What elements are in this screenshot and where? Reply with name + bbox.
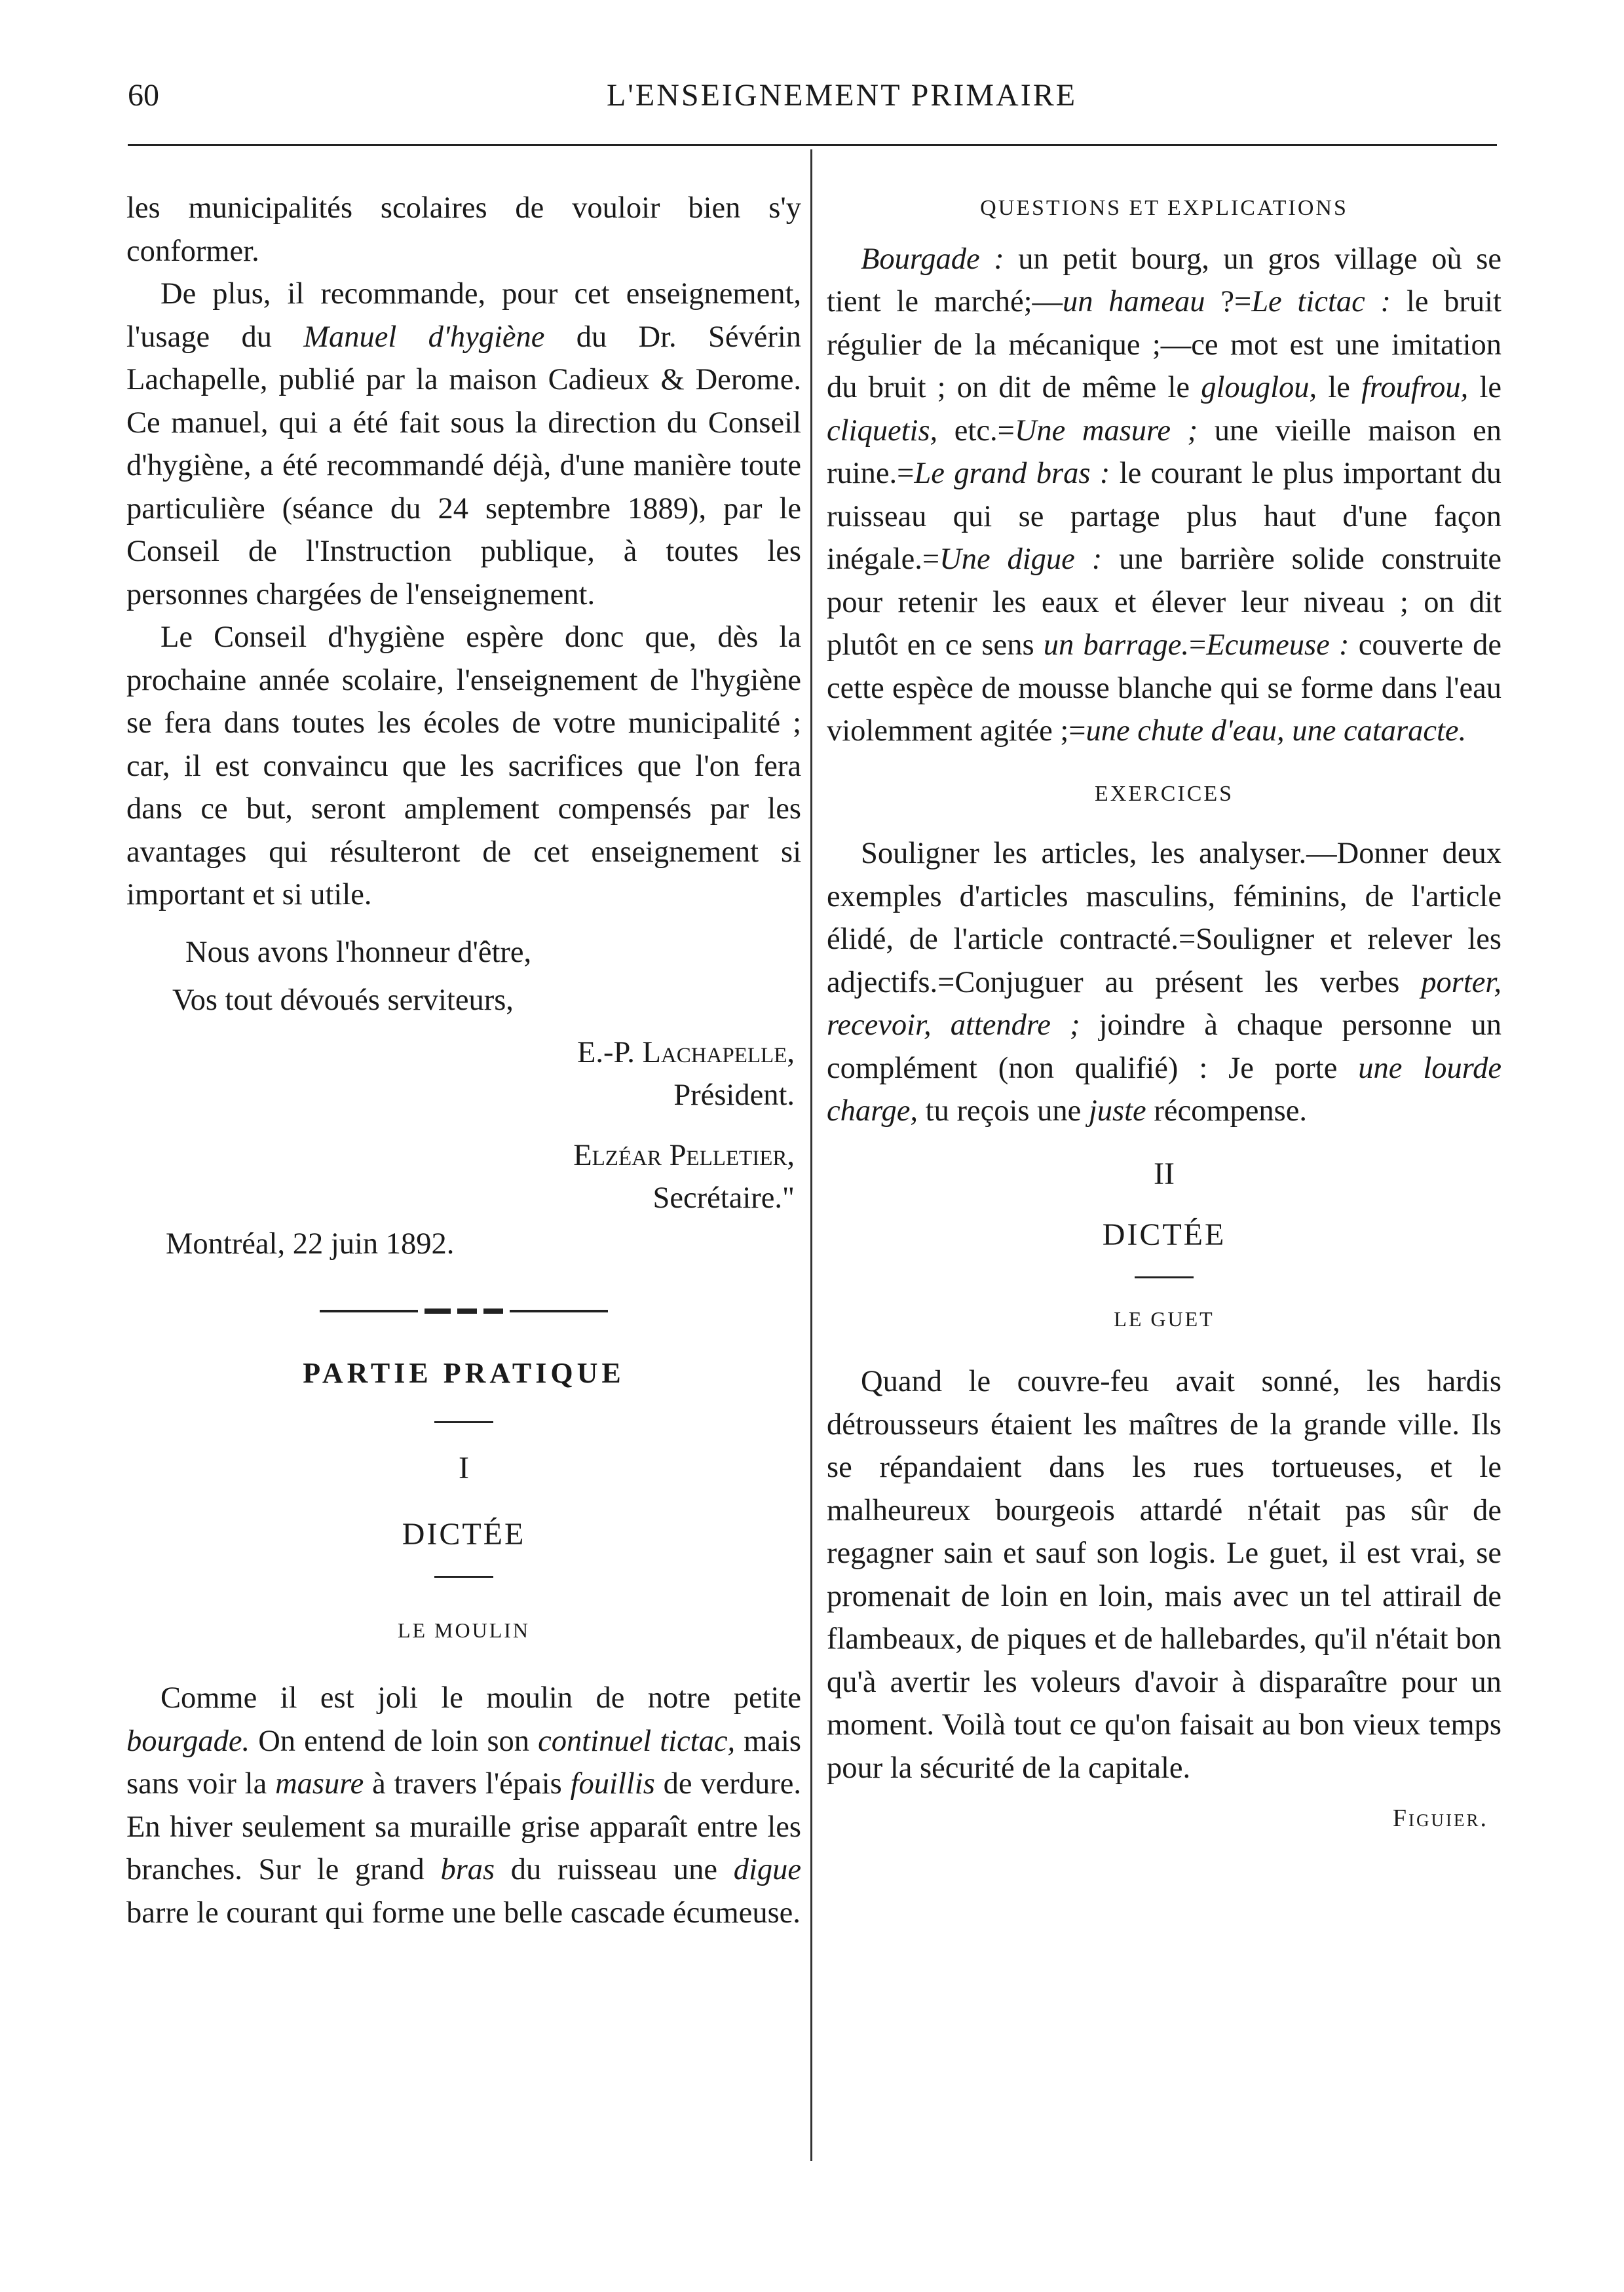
page-number: 60 <box>128 78 159 113</box>
paragraph-hygiene: Le Conseil d'hygiène espère donc que, dès la prochaine année scolaire, l'enseignement de l'hygiène se fera dans toutes les écoles de votre municipalité ; car, il est convaincu que les sacrifices que l'on fera dans ce but, seront amplement compensés par les avantages qui résulteront de cet enseignement si important et si utile. <box>126 621 801 911</box>
left-column <box>126 187 801 1934</box>
story-title: LE GUET <box>1114 1307 1215 1331</box>
closing-formula: Nous avons l'honneur d'être, <box>185 935 532 969</box>
closing-signoff: Vos tout dévoués serviteurs, <box>172 984 514 1017</box>
right-column <box>827 187 1501 1841</box>
story-text: Quand le couvre-feu avait sonné, les hardis détrousseurs étaient les maîtres de la grande ville. Ils se répandaient dans les rues tortueuses, et le malheureux bourgeois attardé n'était pas sûr de regagner sain et sauf son logis. Le guet, il est vrai, se promenait de loin en loin, mais avec un tel attirail de flambeaux, de piques et de hallebardes, qu'il n'était bon qu'à avertir les voleurs d'avoir à disparaître pour un moment. Voilà tout ce qu'on faisait au bon vieux temps pour la sécurité de la capitale. <box>827 1365 1501 1785</box>
part-title: PARTIE PRATIQUE <box>303 1357 625 1389</box>
paragraph-manual: De plus, il recommande, pour cet enseignement, l'usage du Manuel d'hygiène du Dr. Sévérin Lachapelle, publié par la maison Cadieux & Derome. Ce manuel, qui a été fait sous la direction du Conseil d'hygiène, a été recommandé déjà, d'une manière toute particulière (séance du 24 septembre 1889), par le Conseil de l'Instruction publique, à toutes les personnes chargées de l'enseignement. <box>126 277 802 611</box>
running-title: L'ENSEIGNEMENT PRIMAIRE <box>606 78 1078 113</box>
dateline: Montréal, 22 juin 1892. <box>166 1227 455 1261</box>
short-rule <box>1135 1276 1194 1278</box>
ornament-rule-icon <box>320 1306 608 1316</box>
questions-heading: QUESTIONS ET EXPLICATIONS <box>980 196 1348 220</box>
signature-secretary-title: Secrétaire." <box>652 1181 795 1215</box>
author-name: Figuier. <box>1392 1805 1488 1832</box>
dictee-heading: DICTÉE <box>402 1517 526 1552</box>
short-rule <box>434 1576 493 1578</box>
page-header <box>128 77 1503 130</box>
paragraph-continuation: les municipalités scolaires de vouloir bien s'y conformer. <box>126 191 801 268</box>
exercises-heading: EXERCICES <box>1094 781 1234 806</box>
questions-text: Bourgade : un petit bourg, un gros village où se tient le marché;—un hameau ?=Le tictac : le bruit régulier de la mécanique ;—ce mot est une imitation du bruit ; on dit de même le glouglou, le froufrou, le cliquetis, etc.=Une masure ; une vieille maison en ruine.=Le grand bras : le courant le plus important du ruisseau qui se partage plus haut d'une façon inégale.=Une digue : une barrière solide construite pour retenir les eaux et élever leur niveau ; on dit plutôt en ce sens un barrage.=Ecumeuse : couverte de cette espèce de mousse blanche qui se forme dans l'eau violemment agitée ;=une chute d'eau, une cataracte. <box>827 242 1502 748</box>
section-number: II <box>1154 1156 1175 1191</box>
story-title: LE MOULIN <box>397 1618 531 1642</box>
ornament-divider <box>126 1305 801 1318</box>
exercises-text: Souligner les articles, les analyser.—Donner deux exemples d'articles masculins, féminins, de l'article élidé, de l'article contracté.=Souligner et relever les adjectifs.=Conjuguer au présent les verbes porter, recevoir, attendre ; joindre à chaque personne un complément (non qualifié) : Je porte une lourde charge, tu reçois une juste récompense. <box>827 837 1501 1128</box>
signature-president-name: E.-P. Lachapelle, <box>577 1035 795 1069</box>
story-text: Comme il est joli le moulin de notre petite bourgade. On entend de loin son continuel tictac, mais sans voir la masure à travers l'épais fouillis de verdure. En hiver seulement sa muraille grise apparaît entre les branches. Sur le grand bras du ruisseau une digue barre le courant qui forme une belle cascade écumeuse. <box>126 1681 802 1930</box>
short-rule <box>434 1421 493 1423</box>
signature-secretary-name: Elzéar Pelletier, <box>573 1138 795 1172</box>
column-divider <box>810 149 812 2161</box>
signature-president-title: Président. <box>673 1079 795 1112</box>
header-rule <box>128 144 1497 146</box>
section-number: I <box>459 1450 469 1485</box>
dictee-heading: DICTÉE <box>1102 1217 1226 1252</box>
